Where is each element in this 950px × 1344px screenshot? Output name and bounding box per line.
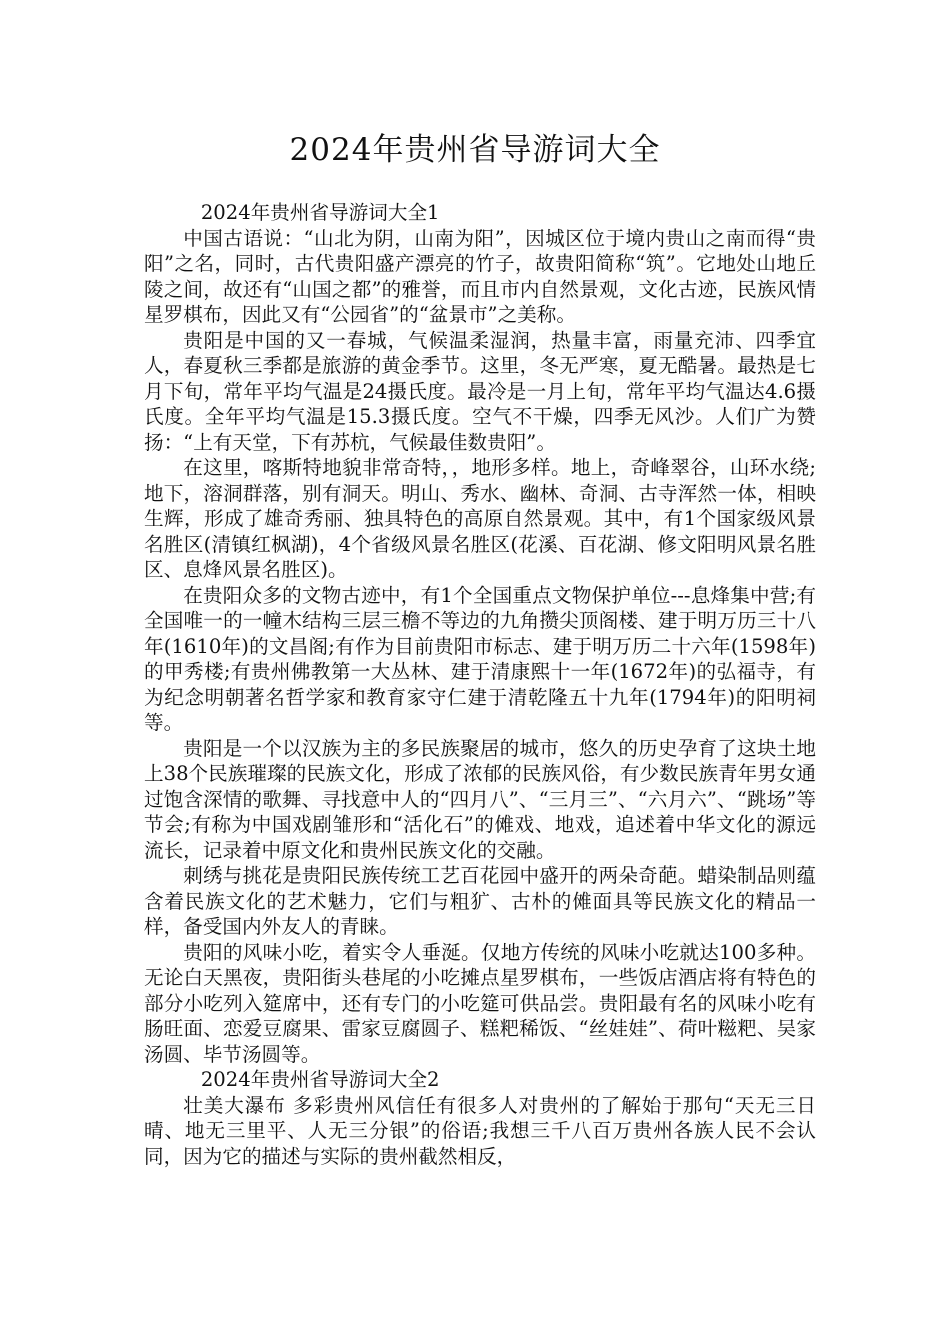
paragraph: 贵阳是中国的又一春城，气候温柔湿润，热量丰富，雨量充沛、四季宜人，春夏秋三季都是旅游的黄金季节。这里，冬无严寒，夏无酷暑。最热是七月下旬，常年平均气温是24摄氏度。最冷是一月上旬，常年平均气温达4.6摄氏度。全年平均气温是15.3摄氏度。空气不干燥，四季无风沙。人们广为赞扬：“上有天堂，下有苏杭，气候最佳数贵阳”。: [144, 328, 816, 454]
paragraph: 贵阳的风味小吃，着实令人垂涎。仅地方传统的风味小吃就达100多种。无论白天黑夜，贵阳街头巷尾的小吃摊点星罗棋布，一些饭店酒店将有特色的部分小吃列入筵席中，还有专门的小吃筵可供品尝。贵阳最有名的风味小吃有肠旺面、恋爱豆腐果、雷家豆腐圆子、糕粑稀饭、“丝娃娃”、荷叶糍粑、吴家汤圆、毕节汤圆等。: [144, 940, 816, 1066]
section-heading: 2024年贵州省导游词大全2: [200, 1068, 440, 1091]
paragraph: 刺绣与挑花是贵阳民族传统工艺百花园中盛开的两朵奇葩。蜡染制品则蕴含着民族文化的艺术魅力，它们与粗犷、古朴的傩面具等民族文化的精品一样，备受国内外友人的青睐。: [144, 864, 816, 938]
paragraph: 在这里，喀斯特地貌非常奇特，，地形多样。地上，奇峰翠谷，山环水绕;地下，溶洞群落，别有洞天。明山、秀水、幽林、奇洞、古寺浑然一体，相映生辉，形成了雄奇秀丽、独具特色的高原自然景观。其中，有1个国家级风景名胜区(清镇红枫湖)，4个省级风景名胜区(花溪、百花湖、修文阳明风景名胜区、息烽风景名胜区)。: [144, 456, 816, 581]
section-heading: 2024年贵州省导游词大全1: [200, 201, 440, 224]
document-body: [144, 200, 816, 1169]
paragraph: 壮美大瀑布 多彩贵州风信任有很多人对贵州的了解始于那句“天无三日晴、地无三里平、人无三分银”的俗语;我想三千八百万贵州各族人民不会认同，因为它的描述与实际的贵州截然相反，: [144, 1093, 816, 1168]
paragraph: 贵阳是一个以汉族为主的多民族聚居的城市，悠久的历史孕育了这块土地上38个民族璀璨的民族文化，形成了浓郁的民族风俗，有少数民族青年男女通过饱含深情的歌舞、寻找意中人的“四月八”、“三月三”、“六月六”、“跳场”等节会;有称为中国戏剧雏形和“活化石”的傩戏、地戏，追述着中华文化的源远流长，记录着中原文化和贵州民族文化的交融。: [144, 736, 816, 862]
document-title: 2024年贵州省导游词大全: [289, 132, 661, 168]
paragraph: 在贵阳众多的文物古迹中，有1个全国重点文物保护单位---息烽集中营;有全国唯一的一幢木结构三层三檐不等边的九角攒尖顶阁楼、建于明万历三十八年(1610年)的文昌阁;有作为目前贵阳市标志、建于明万历二十六年(1598年)的甲秀楼;有贵州佛教第一大丛林、建于清康熙十一年(1672年)的弘福寺，有为纪念明朝著名哲学家和教育家守仁建于清乾隆五十九年(1794年)的阳明祠等。: [144, 583, 816, 734]
paragraph: 中国古语说：“山北为阴，山南为阳”，因城区位于境内贵山之南而得“贵阳”之名，同时，古代贵阳盛产漂亮的竹子，故贵阳简称“筑”。它地处山地丘陵之间，故还有“山国之都”的雅誉，而且市内自然景观，文化古迹，民族风情星罗棋布，因此又有“公园省”的“盆景市”之美称。: [144, 226, 816, 326]
